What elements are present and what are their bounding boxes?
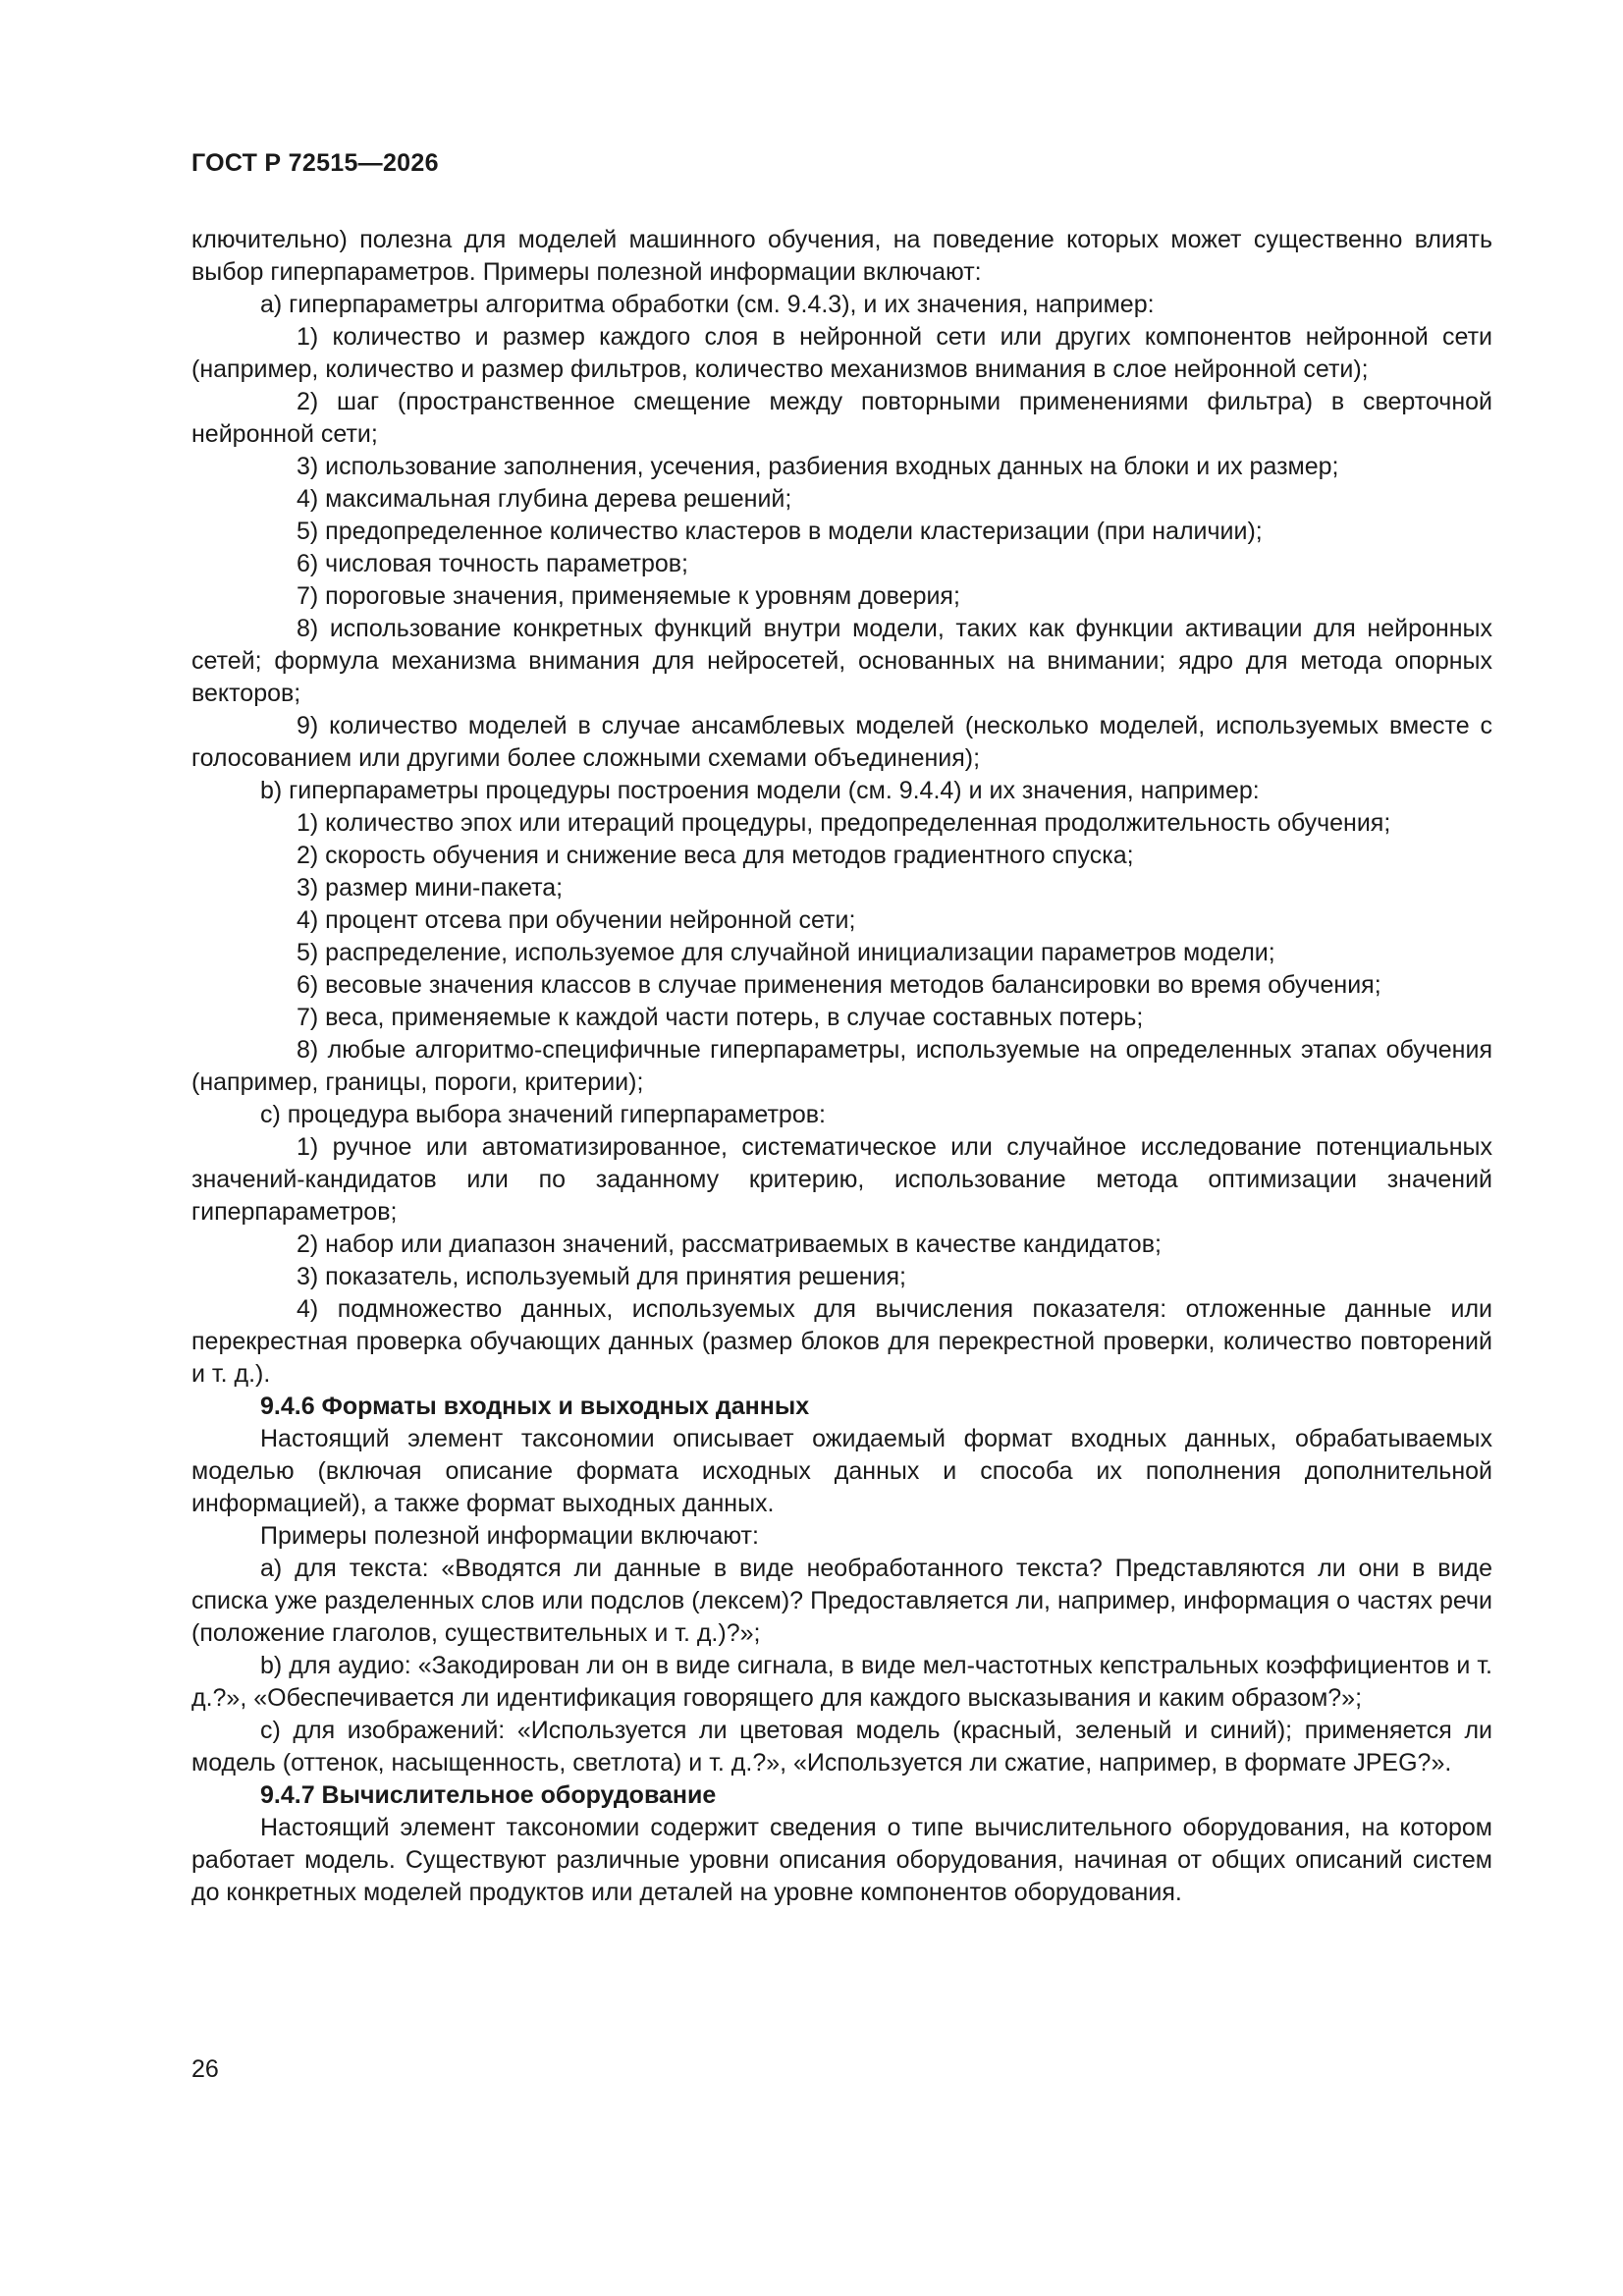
list-item: 4) максимальная глубина дерева решений;	[297, 485, 792, 513]
list-item: a) гиперпараметры алгоритма обработки (см. 9.4.3), и их значения, например:	[260, 291, 1155, 318]
document-number-header: ГОСТ Р 72515—2026	[191, 149, 439, 177]
list-item: 5) предопределенное количество кластеров в модели кластеризации (при наличии);	[297, 518, 1263, 545]
list-item: 3) размер мини-пакета;	[297, 874, 564, 902]
list-item: 1) количество и размер каждого слоя в нейронной сети или других компонентов нейронной сети (например, количество и размер фильтров, количество механизмов внимания в слое нейронной сети);	[191, 323, 1492, 383]
section-heading: 9.4.6 Форматы входных и выходных данных	[260, 1393, 810, 1420]
document-body	[191, 224, 1492, 1909]
list-item: 2) скорость обучения и снижение веса для методов градиентного спуска;	[297, 842, 1134, 869]
paragraph: ключительно) полезна для моделей машинного обучения, на поведение которых может существенно влиять выбор гиперпараметров. Примеры полезной информации включают:	[191, 226, 1492, 286]
list-item: 6) весовые значения классов в случае применения методов балансировки во время обучения;	[297, 971, 1381, 999]
list-item: c) для изображений: «Используется ли цветовая модель (красный, зеленый и синий); применяется ли модель (оттенок, насыщенность, светлота) и т. д.?», «Используется ли сжатие, например, в формате JPEG?».	[191, 1717, 1492, 1777]
list-item: 7) веса, применяемые к каждой части потерь, в случае составных потерь;	[297, 1004, 1144, 1031]
paragraph: Настоящий элемент таксономии содержит сведения о типе вычислительного оборудования, на котором работает модель. Существуют различные уровни описания оборудования, начиная от общих описаний систем до конкретных моделей продуктов или деталей на уровне компонентов оборудования.	[191, 1814, 1492, 1906]
list-item: 6) числовая точность параметров;	[297, 550, 688, 577]
list-item: 1) количество эпох или итераций процедуры, предопределенная продолжительность обучения;	[297, 809, 1391, 837]
list-item: 4) подмножество данных, используемых для вычисления показателя: отложенные данные или перекрестная проверка обучающих данных (размер блоков для перекрестной проверки, количество повторений и т. д.).	[191, 1295, 1492, 1388]
list-item: 8) использование конкретных функций внутри модели, таких как функции активации для нейронных сетей; формула механизма внимания для нейросетей, основанных на внимании; ядро для метода опорных векторов;	[191, 615, 1492, 707]
list-item: 3) показатель, используемый для принятия решения;	[297, 1263, 906, 1290]
page-number: 26	[191, 2055, 219, 2083]
list-item: 4) процент отсева при обучении нейронной сети;	[297, 906, 856, 934]
list-item: 5) распределение, используемое для случайной инициализации параметров модели;	[297, 939, 1275, 966]
list-item: b) для аудио: «Закодирован ли он в виде сигнала, в виде мел-частотных кепстральных коэффициентов и т. д.?», «Обеспечивается ли идентификация говорящего для каждого высказывания и каким образом?»;	[191, 1652, 1492, 1712]
list-item: b) гиперпараметры процедуры построения модели (см. 9.4.4) и их значения, например:	[260, 777, 1260, 804]
section-heading: 9.4.7 Вычислительное оборудование	[260, 1781, 717, 1809]
list-item: a) для текста: «Вводятся ли данные в виде необработанного текста? Представляются ли они в виде списка уже разделенных слов или подслов (лексем)? Предоставляется ли, например, информация о частях речи (положение глаголов, существительных и т. д.)?»;	[191, 1555, 1492, 1647]
list-item: 2) шаг (пространственное смещение между повторными применениями фильтра) в сверточной нейронной сети;	[191, 388, 1492, 448]
list-item: 9) количество моделей в случае ансамблевых моделей (несколько моделей, используемых вместе с голосованием или другими более сложными схемами объединения);	[191, 712, 1492, 772]
paragraph: Настоящий элемент таксономии описывает ожидаемый формат входных данных, обрабатываемых моделью (включая описание формата исходных данных и способа их пополнения дополнительной информацией), а также формат выходных данных.	[191, 1425, 1492, 1517]
list-item: 2) набор или диапазон значений, рассматриваемых в качестве кандидатов;	[297, 1230, 1162, 1258]
list-item: 7) пороговые значения, применяемые к уровням доверия;	[297, 582, 960, 610]
list-item: 1) ручное или автоматизированное, систематическое или случайное исследование потенциальных значений-кандидатов или по заданному критерию, использование метода оптимизации значений гиперпараметров;	[191, 1133, 1492, 1226]
list-item: c) процедура выбора значений гиперпараметров:	[260, 1101, 826, 1128]
list-item: 8) любые алгоритмо-специфичные гиперпараметры, используемые на определенных этапах обучения (например, границы, пороги, критерии);	[191, 1036, 1492, 1096]
paragraph: Примеры полезной информации включают:	[260, 1522, 759, 1550]
list-item: 3) использование заполнения, усечения, разбиения входных данных на блоки и их размер;	[297, 453, 1339, 480]
